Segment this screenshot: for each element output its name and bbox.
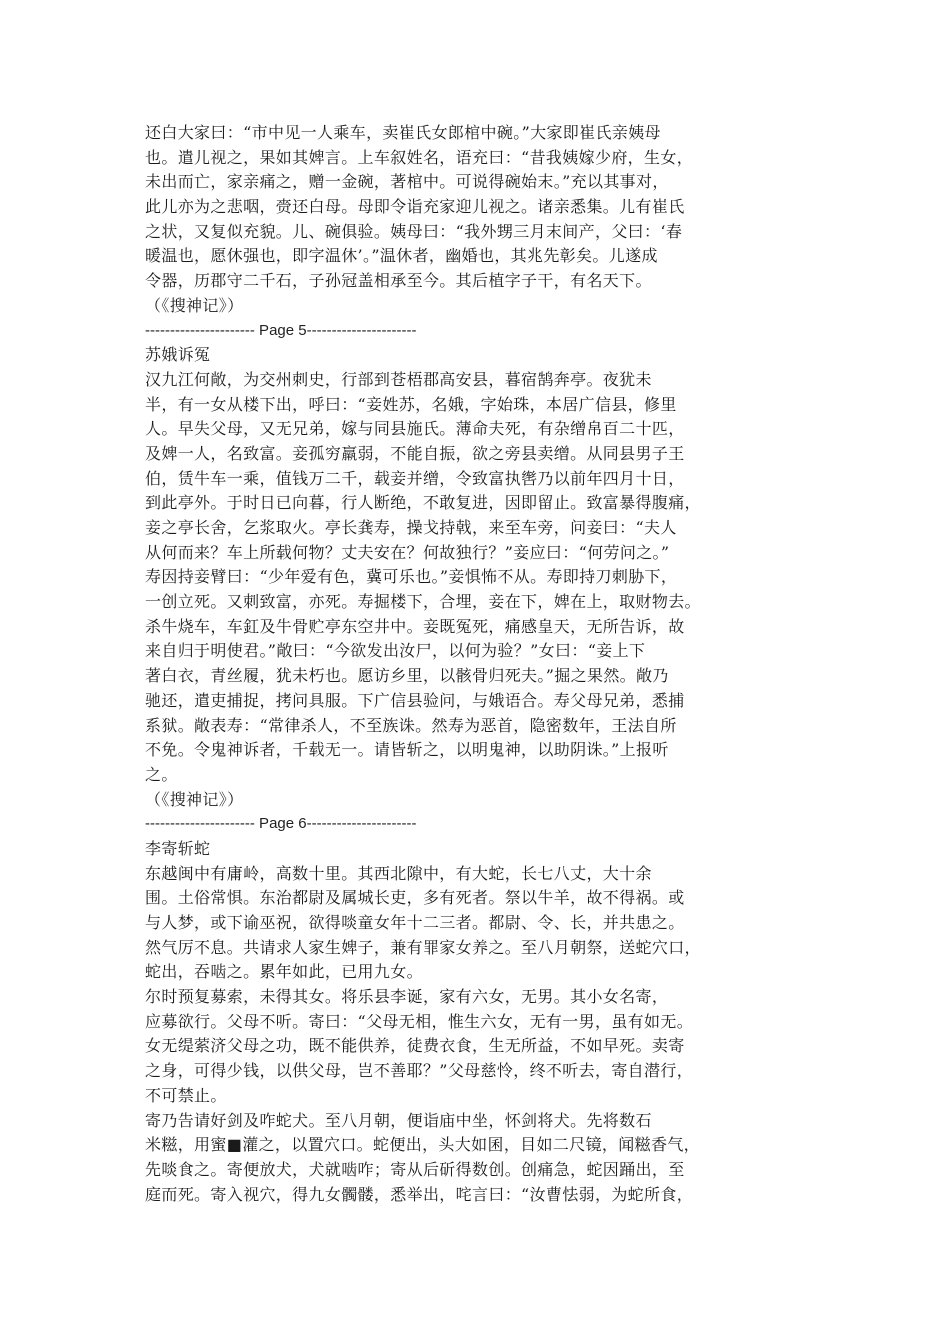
text-line: 到此亭外。于时日已向暮，行人断绝，不敢复进，因即留止。致富暴得腹痛， xyxy=(145,493,701,513)
text-line: 然气厉不息。共请求人家生婢子，兼有罪家女养之。至八月朝祭，送蛇穴口， xyxy=(145,937,701,957)
text-line: 之状，又复似充貌。儿、碗俱验。姨母曰：“我外甥三月末间产，父曰：‘春 xyxy=(145,221,683,241)
text-line: 未出而亡，家亲痛之，赠一金碗，著棺中。可说得碗始末。”充以其事对， xyxy=(145,172,669,192)
text-line: 半，有一女从楼下出，呼曰：“妾姓苏，名娥，字始珠，本居广信县，修里 xyxy=(145,394,677,414)
page-separator: ---------------------- Page 6---------------------- xyxy=(145,815,417,833)
text-line: 及婢一人，名致富。妾孤穷羸弱，不能自振，欲之旁县卖缯。从同县男子王 xyxy=(145,443,685,463)
text-line: 还白大家曰：“市中见一人乘车，卖崔氏女郎棺中碗。”大家即崔氏亲姨母 xyxy=(145,123,661,142)
text-line: 先啖食之。寄便放犬，犬就啮咋；寄从后斫得数创。创痛急，蛇因踊出，至 xyxy=(145,1159,685,1179)
text-line: 汉九江何敞，为交州刺史，行部到苍梧郡高安县，暮宿鹄奔亭。夜犹未 xyxy=(145,369,652,389)
text-line: 杀牛烧车，车釭及牛骨贮亭东空井中。妾既冤死，痛感皇天，无所告诉，故 xyxy=(145,616,685,636)
text-line: 蛇出，吞啮之。累年如此，已用九女。 xyxy=(145,962,423,982)
text-line: 之身，可得少钱，以供父母，岂不善耶？”父母慈怜，终不听去，寄自潜行， xyxy=(145,1061,694,1081)
text-line: 也。遣儿视之，果如其婢言。上车叙姓名，语充曰：“昔我姨嫁少府，生女， xyxy=(145,147,694,167)
section-heading: 李寄斩蛇 xyxy=(145,838,211,858)
text-line: 尔时预复募索，未得其女。将乐县李诞，家有六女，无男。其小女名寄， xyxy=(145,987,669,1007)
text-line: 来自归于明使君。”敞曰：“今欲发出汝尸，以何为验？”女曰：“妾上下 xyxy=(145,641,646,661)
text-line: 一创立死。又刺致富，亦死。寿掘楼下，合埋，妾在下，婢在上，取财物去。 xyxy=(145,592,701,612)
text-line: 系狱。敞表寿：“常律杀人，不至族诛。然寿为恶首，隐密数年，王法自所 xyxy=(145,715,677,735)
text-line: 不免。令鬼神诉者，千载无一。请皆斩之，以明鬼神，以助阴诛。”上报听 xyxy=(145,740,669,760)
text-line: 围。土俗常惧。东治都尉及属城长吏，多有死者。祭以牛羊，故不得祸。或 xyxy=(145,888,685,908)
text-line: 东越闽中有庸岭，高数十里。其西北隙中，有大蛇，长七八丈，大十余 xyxy=(145,863,652,883)
text-line: 暖温也，愿休强也，即字温休’。”温休者，幽婚也，其兆先彰矣。儿遂成 xyxy=(145,246,658,266)
text-line: 应募欲行。父母不听。寄曰：“父母无相，惟生六女，无有一男，虽有如无。 xyxy=(145,1011,694,1031)
text-line: 不可禁止。 xyxy=(145,1085,227,1105)
text-line: 庭而死。寄入视穴，得九女髑髅，悉举出，咤言曰：“汝曹怯弱，为蛇所食， xyxy=(145,1184,694,1204)
text-line: 之。 xyxy=(145,764,178,784)
text-line: 寄乃告请好剑及咋蛇犬。至八月朝，便诣庙中坐，怀剑将犬。先将数石 xyxy=(145,1110,652,1130)
text-line: 著白衣，青丝履，犹未朽也。愿访乡里，以骸骨归死夫。”掘之果然。敞乃 xyxy=(145,666,669,686)
text-line: 妾之亭长舍，乞浆取火。亭长龚寿，操戈持戟，来至车旁，问妾曰：“夫人 xyxy=(145,518,677,537)
text-line: 人。早失父母，又无兄弟，嫁与同县施氏。薄命夫死，有杂缯帛百二十匹， xyxy=(145,419,685,439)
text-line: 此儿亦为之悲咽，赍还白母。母即令诣充家迎儿视之。诸亲悉集。儿有崔氏 xyxy=(145,197,685,217)
text-line: 驰还，遣吏捕捉，拷问具服。下广信县验问，与娥语合。寿父母兄弟，悉捕 xyxy=(145,690,685,710)
text-line: 令器，历郡守二千石，子孙冠盖相承至今。其后植字子干，有名天下。 xyxy=(145,271,652,291)
text-line: 从何而来？车上所载何物？丈夫安在？何故独行？”妾应曰：“何劳问之。” xyxy=(145,542,670,562)
section-heading: 苏娥诉冤 xyxy=(145,345,211,365)
text-line: 米糍，用蜜■灌之，以置穴口。蛇便出，头大如囷，目如二尺镜，闻糍香气， xyxy=(145,1135,701,1155)
text-line: （《搜神记》） xyxy=(145,295,244,315)
document-page xyxy=(145,121,725,1207)
text-line: （《搜神记》） xyxy=(145,789,244,809)
page-separator: ---------------------- Page 5---------------------- xyxy=(145,321,417,339)
text-line: 与人梦，或下谕巫祝，欲得啖童女年十二三者。都尉、令、长，并共患之。 xyxy=(145,913,685,932)
text-line: 伯，赁牛车一乘，值钱万二千，载妾并缯，令致富执辔乃以前年四月十日， xyxy=(145,468,685,488)
text-line: 寿因持妾臂曰：“少年爱有色，冀可乐也。”妾惧怖不从。寿即持刀刺胁下， xyxy=(145,567,678,587)
text-line: 女无缇萦济父母之功，既不能供养，徒费衣食，生无所益，不如早死。卖寄 xyxy=(145,1036,685,1056)
